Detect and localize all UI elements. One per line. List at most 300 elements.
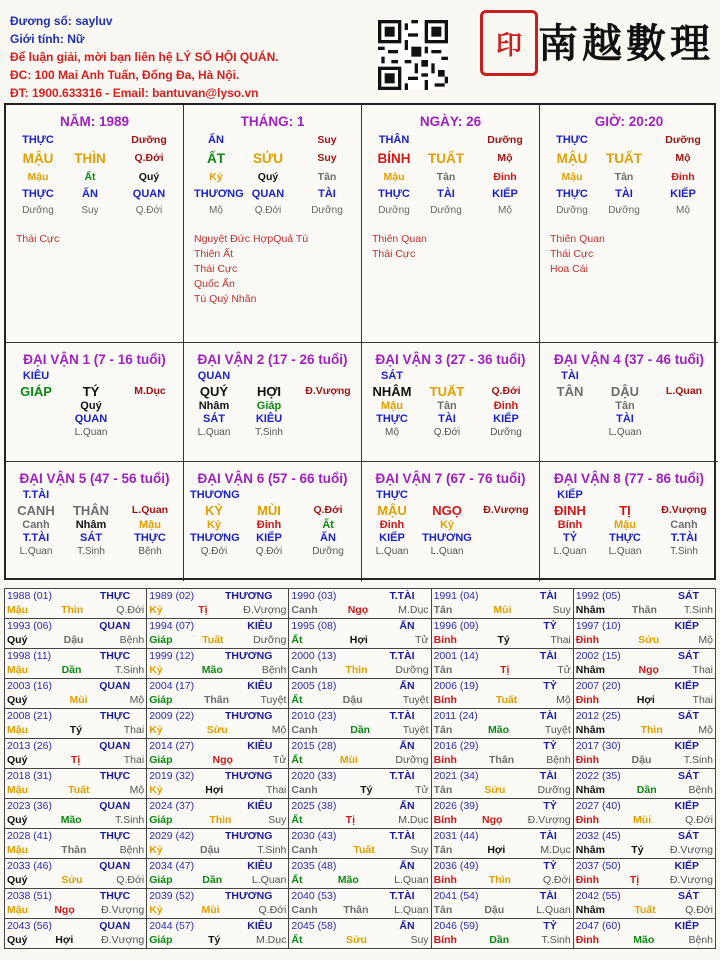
year-cell — [5, 889, 147, 919]
year-label: 2046 (59) — [433, 920, 479, 932]
hidden-stem: Mậu — [614, 519, 636, 531]
year-cell-bottom — [149, 843, 286, 857]
year-cell — [147, 859, 289, 889]
year-cell-bottom — [576, 873, 713, 887]
year-cell — [431, 619, 573, 649]
year-cell-bottom — [149, 933, 286, 947]
year-cell — [573, 799, 715, 829]
shen-sha-item: Quốc Ấn — [194, 278, 235, 290]
year-cell-top — [7, 769, 144, 783]
year-state: T.Sinh — [541, 934, 571, 946]
pillar-cell-r4: QUAN — [132, 188, 166, 200]
year-stem: Ất — [291, 754, 303, 766]
dai-van-6 — [184, 462, 362, 581]
pillar-grid — [372, 133, 539, 218]
table-row — [5, 589, 716, 619]
hidden-star: KIẾP — [379, 532, 405, 544]
year-stem: Canh — [291, 904, 318, 916]
year-branch: Mùi — [69, 694, 88, 706]
year-cell-top — [434, 799, 571, 813]
pillar-cell-r2: Mộ — [497, 152, 513, 164]
year-cell — [147, 649, 289, 679]
year-state: Mộ — [698, 634, 713, 646]
year-cell-top — [434, 859, 571, 873]
year-cell — [289, 589, 431, 619]
year-state: Mộ — [698, 724, 713, 736]
year-state: T.Sinh — [257, 844, 287, 856]
year-branch: Dậu — [342, 694, 363, 706]
year-label: 2039 (52) — [149, 890, 195, 902]
dai-van-chi: TUẤT — [429, 384, 465, 399]
year-stem: Đinh — [575, 814, 600, 826]
year-label: 2023 (36) — [7, 800, 52, 812]
dai-van-8 — [540, 462, 718, 581]
year-cell-bottom — [576, 603, 713, 617]
year-star: THỰC — [99, 650, 131, 662]
year-star: TỶ — [543, 860, 557, 872]
year-state: Thai — [265, 784, 287, 796]
year-stem: Bính — [433, 934, 457, 946]
year-state: Tử — [415, 634, 429, 646]
spacer — [478, 489, 534, 502]
dai-van-can: GIÁP — [20, 384, 52, 399]
year-label: 1993 (06) — [7, 620, 52, 632]
year-cell-top — [291, 919, 428, 933]
year-cell — [289, 739, 431, 769]
dai-van-grid — [368, 370, 539, 439]
pillar-cell-r4: THỰC — [556, 188, 588, 200]
year-state: Đ.Vượng — [101, 904, 145, 916]
year-cell-bottom — [7, 903, 144, 917]
year-cell — [431, 679, 573, 709]
year-label: 1988 (01) — [7, 590, 52, 602]
year-stem: Nhâm — [575, 604, 605, 616]
spacer — [300, 370, 356, 383]
year-state: Thai — [123, 754, 145, 766]
year-star: QUAN — [99, 620, 131, 632]
year-cell-top — [291, 889, 428, 903]
pillar-cell-r1: THỰC — [556, 134, 588, 146]
year-cell-bottom — [149, 633, 286, 647]
year-branch: Tý — [497, 634, 510, 646]
year-cell-top — [576, 919, 713, 933]
dai-van-chi: TỊ — [619, 503, 631, 518]
year-cell-bottom — [291, 723, 428, 737]
spacer — [300, 489, 356, 502]
year-star: TỶ — [543, 920, 557, 932]
qr-code-icon — [378, 20, 448, 90]
year-stem: Đinh — [575, 634, 600, 646]
year-branch: Tị — [629, 874, 640, 886]
pillar-cell-r2: MẬU — [556, 151, 588, 166]
dai-van-chi: MÙI — [257, 503, 281, 518]
year-cell-bottom — [7, 783, 144, 797]
hidden-star: QUAN — [74, 413, 108, 425]
year-label: 2005 (18) — [291, 680, 337, 692]
year-star: T.TÀI — [389, 890, 415, 902]
year-star: THỰC — [99, 830, 131, 842]
year-state: Suy — [410, 844, 429, 856]
year-stem: Bính — [433, 874, 457, 886]
year-branch: Dần — [636, 784, 657, 796]
year-cell — [5, 769, 147, 799]
dai-van-state: Đ.Vượng — [305, 385, 351, 397]
year-branch: Dần — [61, 664, 82, 676]
year-state: Tuyệt — [402, 724, 429, 736]
year-stem: Nhâm — [575, 904, 605, 916]
year-label: 1990 (03) — [291, 590, 337, 602]
year-cell — [147, 619, 289, 649]
year-stem: Quý — [7, 874, 28, 886]
year-cell-bottom — [7, 753, 144, 767]
year-cell — [431, 709, 573, 739]
pillar-cell-r1 — [416, 133, 476, 147]
spacer — [122, 489, 178, 502]
year-star: SÁT — [678, 590, 699, 602]
pillar-cell-r4: THỰC — [378, 188, 410, 200]
year-cell-bottom — [576, 843, 713, 857]
dai-van-state: Q.Đới — [491, 385, 521, 397]
year-label: 2024 (37) — [149, 800, 195, 812]
year-cell-top — [434, 739, 571, 753]
hidden-star: THƯƠNG — [190, 532, 240, 544]
dai-van-chi: HỢI — [256, 384, 282, 399]
hidden-star: THƯƠNG — [422, 532, 472, 544]
year-stem: Kỷ — [149, 844, 163, 856]
year-cell-bottom — [291, 933, 428, 947]
year-star: TÀI — [539, 770, 557, 782]
year-label: 2025 (38) — [291, 800, 337, 812]
year-state: Suy — [410, 934, 429, 946]
year-star: TỶ — [543, 800, 557, 812]
hidden-star — [12, 413, 60, 426]
year-label: 2018 (31) — [7, 770, 52, 782]
dai-van-title: ĐẠI VẬN 4 (37 - 46 tuổi) — [553, 352, 705, 367]
year-cell-top — [149, 799, 286, 813]
year-cell-top — [149, 859, 286, 873]
year-cell-bottom — [576, 723, 713, 737]
year-stem: Tân — [433, 844, 453, 856]
year-state: T.Sinh — [115, 664, 145, 676]
year-cell — [573, 739, 715, 769]
year-branch: Hợi — [636, 694, 655, 706]
pillar-cell-r4: THƯƠNG — [194, 188, 244, 200]
pillar-cell-r1 — [238, 133, 298, 147]
spacer — [238, 370, 300, 383]
table-row — [5, 829, 716, 859]
year-cell — [147, 829, 289, 859]
year-state: Thai — [123, 724, 145, 736]
year-branch: Mùi — [493, 604, 512, 616]
year-cell-top — [576, 769, 713, 783]
year-cell — [431, 799, 573, 829]
year-cell-bottom — [7, 873, 144, 887]
hidden-state: Q.Đới — [200, 546, 228, 557]
pillar-cell-r1: Dưỡng — [131, 134, 167, 146]
pillar-cell-r3: Kỷ — [209, 171, 223, 183]
year-label: 2004 (17) — [149, 680, 195, 692]
year-star: KIẾP — [674, 800, 699, 812]
dai-van-title: ĐẠI VẬN 8 (77 - 86 tuổi) — [553, 471, 705, 486]
hidden-state — [656, 426, 712, 439]
hidden-stem — [656, 400, 712, 413]
year-cell-top — [434, 679, 571, 693]
pillar-title: THÁNG: 1 — [240, 114, 305, 129]
year-label: 2013 (26) — [7, 740, 52, 752]
hidden-stem: Tân — [437, 400, 457, 412]
year-stem: Giáp — [149, 874, 173, 886]
year-stem: Tân — [433, 724, 453, 736]
pillar-4 — [540, 105, 718, 343]
hidden-star: ẤN — [320, 532, 336, 544]
dai-van-grid — [12, 370, 183, 439]
year-cell-bottom — [434, 603, 571, 617]
year-state: Mộ — [556, 694, 571, 706]
year-state: Bệnh — [688, 784, 713, 796]
year-branch: Dậu — [631, 754, 652, 766]
year-state: Đ.Vượng — [101, 934, 145, 946]
year-star: THƯƠNG — [224, 770, 273, 782]
hidden-stem: Kỷ — [439, 519, 455, 531]
dai-van-chi: TÝ — [82, 384, 100, 399]
dai-van-2 — [184, 343, 362, 462]
hidden-star: TÀI — [438, 413, 456, 425]
year-stem: Ất — [291, 874, 303, 886]
dai-van-title: ĐẠI VẬN 1 (7 - 16 tuổi) — [23, 352, 166, 367]
pillar-cell-r1: ẤN — [208, 134, 224, 146]
year-star: ẤN — [399, 740, 415, 752]
year-state: Tử — [415, 784, 429, 796]
year-label: 1996 (09) — [433, 620, 479, 632]
year-cell-top — [291, 679, 428, 693]
year-stem: Đinh — [575, 694, 600, 706]
year-branch: Tuất — [68, 784, 90, 796]
year-cell-bottom — [291, 603, 428, 617]
shen-sha-item: Thái Cực — [550, 248, 594, 260]
year-cell-top — [7, 739, 144, 753]
dai-van-can: NHÂM — [372, 384, 412, 399]
dai-van-title: ĐẠI VẬN 7 (67 - 76 tuổi) — [375, 471, 526, 486]
year-state: Đ.Vượng — [243, 604, 287, 616]
hidden-stem: Đinh — [493, 400, 519, 412]
pillar-1 — [6, 105, 184, 343]
year-stem: Giáp — [149, 634, 173, 646]
shen-sha-list — [16, 232, 183, 247]
hidden-star: KIÊU — [255, 413, 283, 425]
hidden-star: THỰC — [609, 532, 641, 544]
hidden-star: SÁT — [203, 413, 225, 425]
year-label: 2016 (29) — [433, 740, 479, 752]
dai-van-can: CANH — [17, 503, 55, 518]
year-cell — [5, 919, 147, 949]
pillar-cell-r3: Quý — [138, 171, 160, 183]
year-stem: Đinh — [575, 934, 600, 946]
dai-van-5 — [6, 462, 184, 581]
dai-van-grid — [190, 370, 361, 439]
year-cell-top — [149, 709, 286, 723]
year-state: Dưỡng — [537, 784, 571, 796]
year-label: 2014 (27) — [149, 740, 195, 752]
year-cell-top — [434, 649, 571, 663]
year-label: 2031 (44) — [433, 830, 479, 842]
year-state: T.Sinh — [683, 604, 713, 616]
year-cell-bottom — [576, 903, 713, 917]
dai-van-star: SÁT — [381, 370, 403, 382]
year-star: QUAN — [99, 860, 131, 872]
hidden-state: L.Quan — [430, 546, 464, 557]
year-cell — [573, 589, 715, 619]
year-branch: Thân — [203, 694, 230, 706]
year-cell — [5, 709, 147, 739]
year-cell-bottom — [576, 933, 713, 947]
year-branch: Thân — [631, 604, 657, 616]
year-cell-top — [7, 589, 144, 603]
year-cell-top — [149, 829, 286, 843]
year-label: 2044 (57) — [149, 920, 195, 932]
year-state: Dưỡng — [395, 754, 429, 766]
year-branch: Thân — [489, 754, 515, 766]
year-cell-bottom — [576, 783, 713, 797]
pillar-cell-r3: Tân — [436, 171, 456, 183]
year-label: 2009 (22) — [149, 710, 195, 722]
dai-van-can: KỶ — [204, 503, 224, 518]
year-cell — [431, 589, 573, 619]
year-state: L.Quan — [536, 904, 571, 916]
year-stem: Kỷ — [149, 604, 163, 616]
pillar-cell-r3: Mậu — [383, 171, 405, 183]
year-label: 2028 (41) — [7, 830, 52, 842]
pillar-cell-r4: QUAN — [251, 188, 285, 200]
pillar-cell-r1: Dưỡng — [665, 134, 701, 146]
year-label: 2036 (49) — [433, 860, 479, 872]
pillar-cell-r3: Tân — [614, 171, 634, 183]
hidden-star — [300, 413, 356, 426]
dai-van-3 — [362, 343, 540, 462]
year-cell — [5, 679, 147, 709]
year-cell-top — [576, 799, 713, 813]
year-cell-bottom — [291, 873, 428, 887]
year-star: KIẾP — [674, 620, 699, 632]
table-row — [5, 619, 716, 649]
year-label: 2043 (56) — [7, 920, 52, 932]
shen-sha-item: Nguyệt Đức HợpQuả Tú — [194, 233, 309, 245]
address-line: ĐC: 100 Mai Anh Tuấn, Đống Đa, Hà Nội. — [10, 68, 240, 82]
year-cell-bottom — [291, 903, 428, 917]
year-branch: Dậu — [63, 634, 84, 646]
dai-van-star: TÀI — [561, 370, 579, 382]
year-state: Thai — [692, 694, 713, 706]
year-cell — [431, 739, 573, 769]
year-star: THƯƠNG — [224, 890, 273, 902]
year-cell — [573, 769, 715, 799]
year-state: Q.Đới — [685, 904, 713, 916]
year-cell-top — [576, 709, 713, 723]
shen-sha-item: Thiên Quan — [372, 233, 427, 245]
year-cell — [431, 769, 573, 799]
year-cell-top — [576, 649, 713, 663]
hidden-stem: Giáp — [256, 400, 282, 412]
year-star: T.TÀI — [389, 650, 415, 662]
pillar-cell-r4: KIẾP — [670, 188, 696, 200]
year-stem: Bính — [433, 814, 457, 826]
year-branch: Thìn — [488, 874, 511, 886]
year-stem: Bính — [433, 634, 457, 646]
dai-van-state: L.Quan — [131, 504, 169, 516]
year-branch: Tý — [69, 724, 82, 736]
year-branch: Tý — [360, 784, 373, 796]
pillar-cell-r4: KIẾP — [492, 188, 518, 200]
year-cell — [289, 649, 431, 679]
dai-van-state: Đ.Vượng — [483, 504, 529, 516]
year-cell — [573, 649, 715, 679]
year-star: KIẾP — [674, 680, 699, 692]
year-label: 2047 (60) — [575, 920, 621, 932]
year-branch: Tuất — [495, 694, 518, 706]
year-cell-top — [7, 649, 144, 663]
hidden-stem: Bính — [557, 519, 583, 531]
year-star: ẤN — [399, 800, 415, 812]
pillar-cell-r2: SỬU — [253, 151, 283, 166]
year-stem: Giáp — [149, 694, 173, 706]
spacer — [656, 489, 712, 502]
dai-van-chi: DẬU — [610, 384, 640, 399]
year-state: L.Quan — [251, 874, 287, 886]
year-cell — [289, 799, 431, 829]
year-stem: Nhâm — [575, 664, 605, 676]
pillar-cell-r5: Mộ — [676, 205, 690, 216]
year-cell — [431, 649, 573, 679]
year-state: Tuyệt — [544, 724, 571, 736]
pillar-cell-r4: TÀI — [437, 188, 455, 200]
spacer — [60, 489, 122, 502]
year-cell — [147, 919, 289, 949]
dai-van-state: Q.Đới — [313, 504, 343, 516]
year-star: KIẾP — [674, 920, 699, 932]
year-label: 1992 (05) — [575, 590, 621, 602]
year-stem: Quý — [7, 634, 28, 646]
year-stem: Ất — [291, 814, 303, 826]
table-row — [5, 859, 716, 889]
year-cell-top — [291, 619, 428, 633]
year-cell-top — [434, 619, 571, 633]
year-star: SÁT — [678, 890, 699, 902]
pillar-cell-r4: TÀI — [318, 188, 336, 200]
year-stem: Quý — [7, 934, 28, 946]
year-branch: Mão — [633, 934, 655, 946]
year-cell-bottom — [7, 813, 144, 827]
year-star: T.TÀI — [389, 830, 415, 842]
hidden-stem: Nhâm — [198, 400, 230, 412]
shen-sha-list — [194, 232, 361, 307]
year-cell-top — [7, 679, 144, 693]
dai-van-grid — [12, 489, 183, 558]
pillar-cell-r1: Suy — [317, 134, 337, 146]
year-star: THỰC — [99, 770, 131, 782]
dai-van-state: Đ.Vượng — [661, 504, 707, 516]
annual-luck-table — [4, 588, 716, 949]
red-seal-logo: 印 — [480, 10, 538, 76]
hidden-star — [546, 413, 594, 426]
year-state: Tử — [272, 754, 287, 766]
year-cell-bottom — [7, 693, 144, 707]
year-label: 2019 (32) — [149, 770, 195, 782]
hidden-stem: Nhâm — [75, 519, 107, 531]
dai-van-can: TÂN — [556, 384, 584, 399]
year-label: 2034 (47) — [149, 860, 195, 872]
year-stem: Canh — [291, 844, 318, 856]
year-state: M.Dục — [540, 844, 571, 856]
dai-van-state: L.Quan — [665, 385, 703, 397]
